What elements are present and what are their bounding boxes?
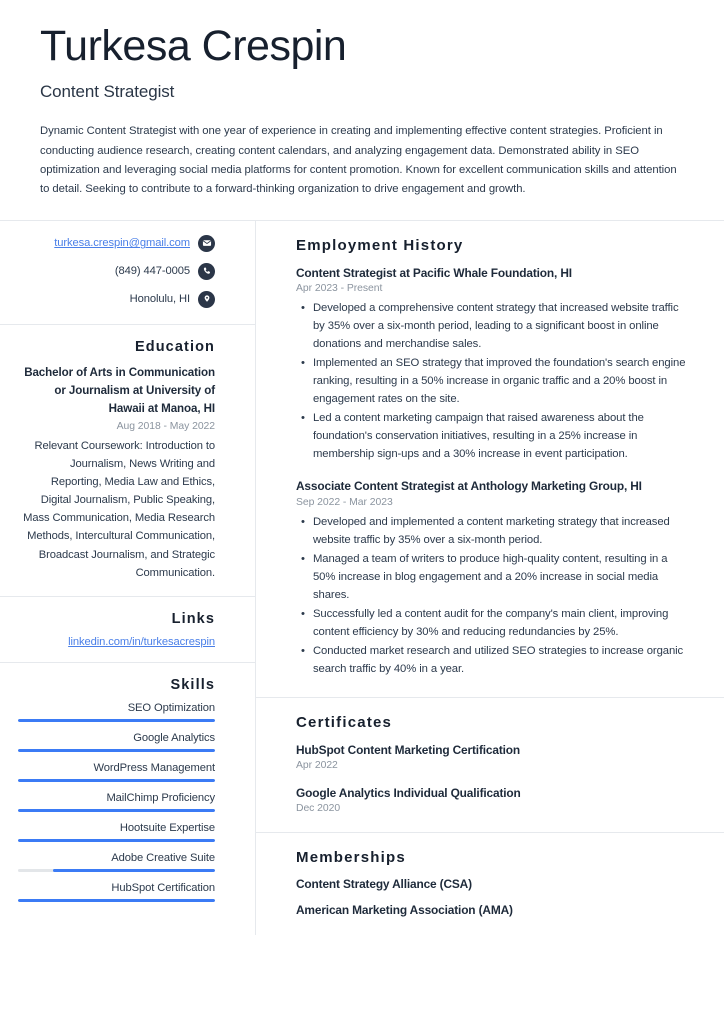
- employment-entry-date: Apr 2023 - Present: [296, 282, 383, 294]
- links-section: [0, 597, 255, 663]
- employment-bullet: • Developed a comprehensive content strategy that increased website traffic by 35% over a six-month period, leading to a significant boost in online donations and merchandise sales.: [313, 299, 688, 353]
- skill-item: [18, 732, 215, 752]
- skill-name: Google Analytics: [133, 731, 215, 744]
- skill-item: [18, 882, 215, 902]
- skill-name: MailChimp Proficiency: [106, 791, 215, 804]
- employment-entry-list: [296, 265, 688, 678]
- skill-name: WordPress Management: [93, 761, 215, 774]
- skill-name: Adobe Creative Suite: [111, 851, 215, 864]
- employment-entry: [296, 265, 688, 464]
- certificate-date: Apr 2022: [296, 760, 338, 772]
- skill-name: SEO Optimization: [127, 701, 215, 714]
- employment-bullet-list: [296, 513, 688, 679]
- skill-level-bar: [18, 899, 215, 902]
- education-coursework: Relevant Coursework: Introduction to Journalism, News Writing and Reporting, Media Law and Ethics, Digital Journalism, Public Speaking, Mass Communication, Media Research Methods, Intercultural Communication, Broadcast Journalism, and Strategic Communication.: [23, 439, 215, 579]
- skill-level-bar: [18, 719, 215, 722]
- skill-level-fill: [18, 809, 215, 812]
- employment-bullet: • Led a content marketing campaign that raised awareness about the foundation's conservation initiatives, resulting in a 25% increase in membership sign-ups and a 30% increase in event participation.: [313, 409, 688, 463]
- employment-entry-title: Content Strategist at Pacific Whale Foundation, HI: [296, 265, 572, 280]
- skill-item: [18, 852, 215, 872]
- professional-summary: Dynamic Content Strategist with one year of experience in creating and implementing effective content strategies. Proficient in conducting audience research, creating content calendars, and analyzing engagement data. Demonstrated ability in SEO optimization and leveraging social media platforms for content promotion. Known for excellent communication skills and attention to detail. Seeking to contribute to a forward-thinking organization to drive engagement and growth.: [40, 125, 677, 196]
- skill-level-bar: [18, 869, 215, 872]
- resume-header: [0, 0, 724, 220]
- skill-level-fill: [18, 899, 215, 902]
- membership-entry: American Marketing Association (AMA): [296, 903, 513, 918]
- page-title: Turkesa Crespin: [40, 22, 347, 70]
- skill-level-bar: [18, 809, 215, 812]
- employment-entry-date: Sep 2022 - Mar 2023: [296, 496, 393, 508]
- employment-bullet: • Developed and implemented a content marketing strategy that increased website traffic by 35% over a six-month period.: [313, 513, 688, 549]
- location-pin-icon: [198, 291, 215, 308]
- skill-item: [18, 822, 215, 842]
- employment-bullet: • Managed a team of writers to produce high-quality content, resulting in a 50% increase in blog engagement and a 20% increase in social media shares.: [313, 550, 688, 604]
- employment-bullet: • Conducted market research and utilized SEO strategies to increase organic search traffic by 40% in a year.: [313, 642, 688, 678]
- skills-heading: Skills: [170, 676, 215, 693]
- main-content: [256, 221, 724, 935]
- skills-section: [0, 663, 255, 916]
- skill-level-fill: [53, 869, 215, 872]
- contact-row-location: [18, 291, 215, 308]
- skill-level-bar: [18, 779, 215, 782]
- contact-row-phone[interactable]: [18, 263, 215, 280]
- skill-level-fill: [18, 719, 215, 722]
- skill-level-bar: [18, 749, 215, 752]
- employment-bullet: • Implemented an SEO strategy that improved the foundation's search engine ranking, resulting in a 50% increase in organic traffic and a 20% boost in engagement rates on the site.: [313, 354, 688, 408]
- skill-name: Hootsuite Expertise: [119, 821, 215, 834]
- certificate-title: HubSpot Content Marketing Certification: [296, 743, 521, 758]
- certificate-date: Dec 2020: [296, 803, 341, 815]
- memberships-entry-list: [296, 877, 688, 917]
- skill-item: [18, 762, 215, 782]
- employment-entry: [296, 478, 688, 678]
- envelope-icon: [198, 235, 215, 252]
- skill-item: [18, 702, 215, 722]
- skill-level-fill: [18, 779, 215, 782]
- skill-name: HubSpot Certification: [111, 881, 215, 894]
- employment-bullet-list: [296, 299, 688, 464]
- job-title: Content Strategist: [40, 82, 175, 102]
- location-value: Honolulu, HI: [129, 293, 190, 306]
- email-value[interactable]: turkesa.crespin@gmail.com: [54, 237, 190, 250]
- certificate-title: Google Analytics Individual Qualification: [296, 786, 521, 801]
- memberships-heading: Memberships: [296, 849, 406, 867]
- memberships-section: [256, 833, 724, 935]
- skills-list: [18, 702, 215, 902]
- links-heading: Links: [171, 610, 215, 627]
- education-date: Aug 2018 - May 2022: [116, 420, 215, 432]
- education-section: [0, 325, 255, 597]
- certificates-heading: Certificates: [296, 714, 393, 732]
- resume-body: [0, 221, 724, 935]
- certificates-section: [256, 698, 724, 833]
- education-degree: Bachelor of Arts in Communication or Journalism at University of Hawaii at Manoa, HI: [24, 365, 215, 416]
- skill-level-fill: [18, 839, 215, 842]
- contact-row-email[interactable]: [18, 235, 215, 252]
- education-heading: Education: [135, 338, 215, 355]
- phone-value: (849) 447-0005: [114, 265, 190, 278]
- employment-history-section: [256, 221, 724, 698]
- contact-details-section: [0, 221, 255, 325]
- certificates-entry-list: [296, 742, 688, 814]
- membership-entry: Content Strategy Alliance (CSA): [296, 877, 472, 892]
- sidebar: [0, 221, 256, 935]
- skill-level-fill: [18, 749, 215, 752]
- link-item-linkedin[interactable]: linkedin.com/in/turkesacrespin: [68, 635, 215, 648]
- employment-history-heading: Employment History: [296, 236, 464, 254]
- certificate-entry: [296, 742, 688, 771]
- skill-level-bar: [18, 839, 215, 842]
- certificate-entry: [296, 785, 688, 814]
- phone-icon: [198, 263, 215, 280]
- employment-entry-title: Associate Content Strategist at Anthology Marketing Group, HI: [296, 479, 642, 494]
- skill-item: [18, 792, 215, 812]
- employment-bullet: • Successfully led a content audit for the company's main client, improving content efficiency by 30% and reducing redundancies by 25%.: [313, 605, 688, 641]
